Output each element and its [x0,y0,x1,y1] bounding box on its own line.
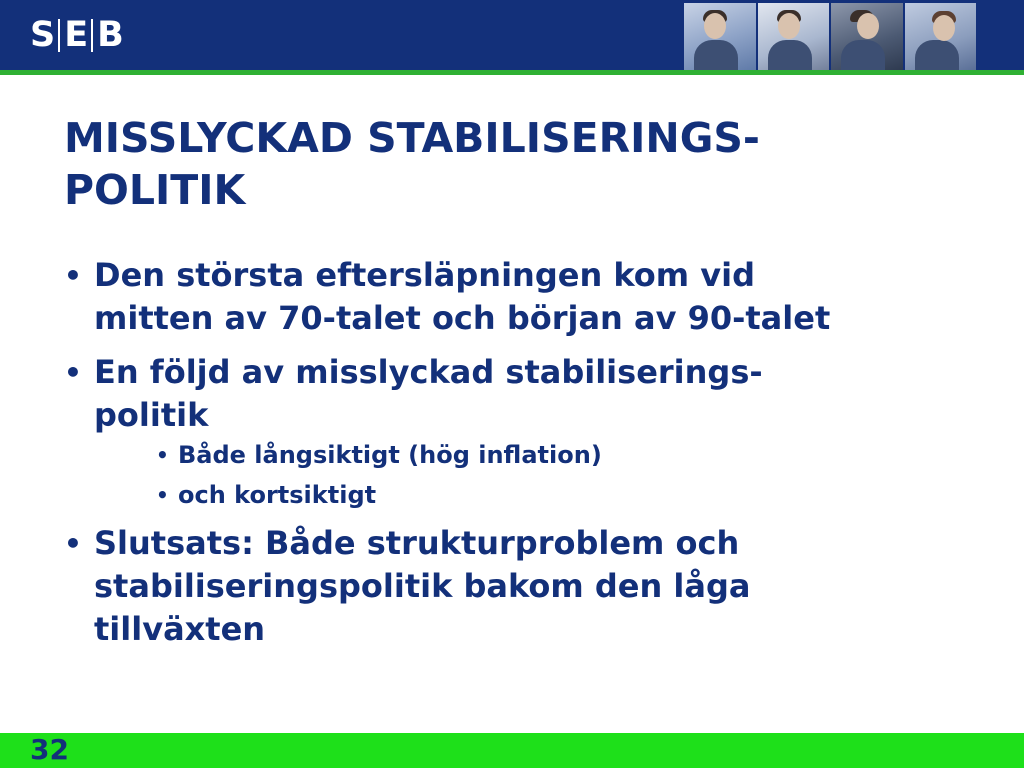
logo-divider [58,19,60,52]
header-accent-line [0,70,1024,75]
slide-body [64,254,964,662]
header-photo [905,3,977,70]
bullet-list [64,254,964,651]
bullet-text-line: Den största eftersläpningen kom vid [94,256,755,294]
bullet-text-line: stabiliseringspolitik bakom den låga [94,567,751,605]
bullet-text-line: mitten av 70-talet och början av 90-talet [94,299,831,337]
footer-bar [0,733,1024,768]
sub-bullet-list [94,439,964,511]
slide-title [64,112,964,216]
slide-title-line: MISSLYCKAD STABILISERINGS- [64,114,760,162]
sub-bullet-item [156,479,964,511]
bullet-item [64,351,964,511]
seb-logo [30,15,123,55]
bullet-text-line: politik [94,396,209,434]
logo-letter-b: B [97,15,123,55]
sub-bullet-item [156,439,964,471]
bullet-text-line: En följd av misslyckad stabiliserings- [94,353,763,391]
header-photo [831,3,903,70]
header-photo [758,3,830,70]
logo-letter-s: S [30,15,55,55]
header-photo [684,3,756,70]
bullet-dot-icon: • [64,356,82,389]
bullet-item [64,522,964,651]
bullet-dot-icon: • [156,443,169,467]
bullet-text-line: tillväxten [94,610,266,648]
slide-title-line: POLITIK [64,166,246,214]
page-number: 32 [30,733,69,766]
header-photo-strip [684,3,976,70]
bullet-dot-icon: • [156,483,169,507]
bullet-dot-icon: • [64,259,82,292]
bullet-dot-icon: • [64,527,82,560]
bullet-text-line: Slutsats: Både strukturproblem och [94,524,740,562]
bullet-item [64,254,964,340]
sub-bullet-text: Både långsiktigt (hög inflation) [178,441,602,469]
logo-divider [91,19,93,52]
sub-bullet-text: och kortsiktigt [178,481,377,509]
logo-letter-e: E [64,15,88,55]
